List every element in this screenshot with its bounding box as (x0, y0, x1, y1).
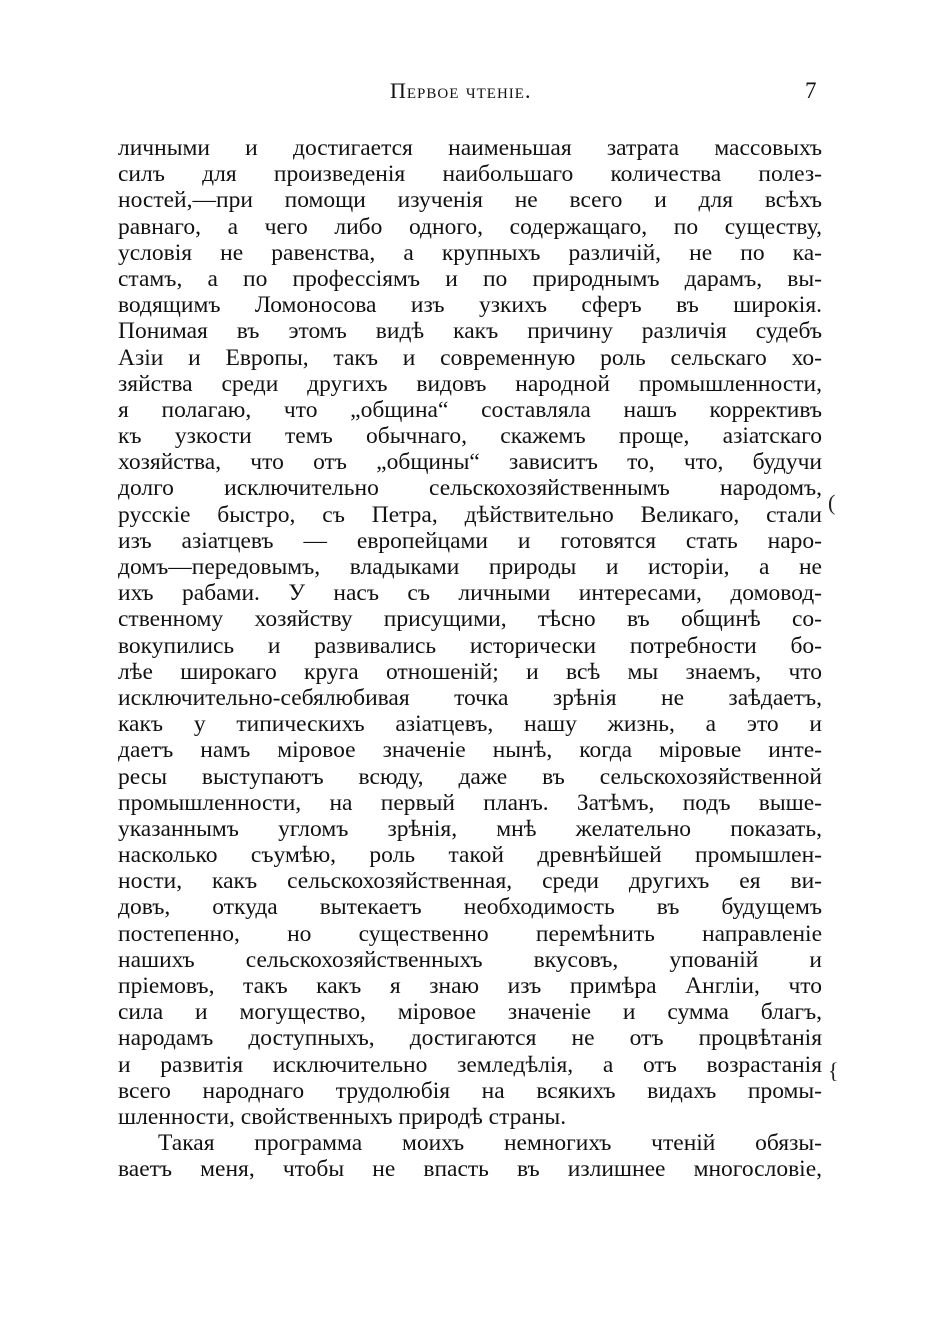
text-line: изъ азіатцевъ — европейцами и готовятся стать наро- (118, 527, 822, 554)
page-number: 7 (805, 78, 817, 103)
running-title: Первое чтеніе. (390, 78, 532, 103)
margin-mark: ( (828, 490, 836, 515)
text-line: пріемовъ, такъ какъ я знаю изъ примѣра Англіи, что (118, 973, 822, 999)
text-line: долго исключительно сельскохозяйственнымъ народомъ, (118, 475, 822, 502)
text-line: вокупились и развивались исторически потребности бо- (118, 632, 822, 659)
text-line: насколько съумѣю, роль такой древнѣйшей промышлен- (118, 842, 822, 869)
text-line: указаннымъ угломъ зрѣнія, мнѣ желательно показать, (118, 815, 822, 842)
text-line: равнаго, а чего либо одного, содержащаго, по существу, (118, 213, 822, 240)
text-line: домъ—передовымъ, владыками природы и исторіи, а не (118, 554, 822, 580)
text-line: силъ для произведенія наибольшаго количества полез- (118, 161, 822, 188)
text-line: нашихъ сельскохозяйственныхъ вкусовъ, упованій и (118, 946, 822, 973)
text-line: исключительно-себялюбивая точка зрѣнія не заѣдаетъ, (118, 684, 822, 711)
text-line: условія не равенства, а крупныхъ различій, не по ка- (118, 239, 822, 266)
text-line: стамъ, а по профессіямъ и по природнымъ дарамъ, вы- (118, 265, 822, 292)
text-line: зяйства среди другихъ видовъ народной промышленности, (118, 370, 822, 397)
text-line: ственному хозяйству присущими, тѣсно въ общинѣ со- (118, 606, 822, 633)
text-line: и развитія исключительно земледѣлія, а отъ возрастанія (118, 1051, 822, 1078)
text-line: ваетъ меня, чтобы не впасть въ излишнее многословіе, (118, 1156, 822, 1183)
text-line: я полагаю, что „община“ составляла нашъ коррективъ (118, 396, 822, 423)
text-line: довъ, откуда вытекаетъ необходимость въ будущемъ (118, 894, 822, 921)
text-line: хозяйства, что отъ „общины“ зависитъ то, что, будучи (118, 449, 822, 476)
running-head (0, 78, 936, 108)
text-line: промышленности, на первый планъ. Затѣмъ, подъ выше- (118, 789, 822, 816)
paragraph-start-line: Такая программа моихъ немногихъ чтеній обязы- (158, 1130, 822, 1157)
text-line: постепенно, но существенно перемѣнить направленіе (118, 920, 822, 947)
text-line: Понимая въ этомъ видѣ какъ причину различія судебъ (118, 318, 822, 345)
text-line: ресы выступаютъ всюду, даже въ сельскохозяйственной (118, 763, 822, 790)
text-line: русскіе быстро, съ Петра, дѣйствительно Великаго, стали (118, 501, 822, 528)
text-line: лѣе широкаго круга отношеній; и всѣ мы знаемъ, что (118, 658, 822, 685)
text-line: народамъ доступныхъ, достигаются не отъ процвѣтанія (118, 1025, 822, 1052)
text-line: даетъ намъ міровое значеніе нынѣ, когда міровые инте- (118, 737, 822, 764)
text-line: ихъ рабами. У насъ съ личными интересами, домовод- (118, 580, 822, 607)
paragraph-end-line: шленности, свойственныхъ природѣ страны. (118, 1103, 567, 1130)
text-line: ностей,—при помощи изученія не всего и для всѣхъ (118, 187, 822, 214)
text-line: сила и могущество, міровое значеніе и сумма благъ, (118, 999, 822, 1026)
text-line: Азіи и Европы, такъ и современную роль сельскаго хо- (118, 344, 822, 371)
text-line: какъ у типическихъ азіатцевъ, нашу жизнь, а это и (118, 711, 822, 738)
body-text (118, 135, 822, 1183)
margin-mark: { (828, 1058, 839, 1083)
text-line: личными и достигается наименьшая затрата массовыхъ (118, 135, 822, 161)
text-line: всего народнаго трудолюбія на всякихъ видахъ промы- (118, 1077, 822, 1104)
text-line: ности, какъ сельскохозяйственная, среди другихъ ея ви- (118, 868, 822, 895)
text-line: водящимъ Ломоносова изъ узкихъ сферъ въ широкія. (118, 292, 822, 319)
text-line: къ узкости темъ обычнаго, скажемъ проще, азіатскаго (118, 423, 822, 450)
